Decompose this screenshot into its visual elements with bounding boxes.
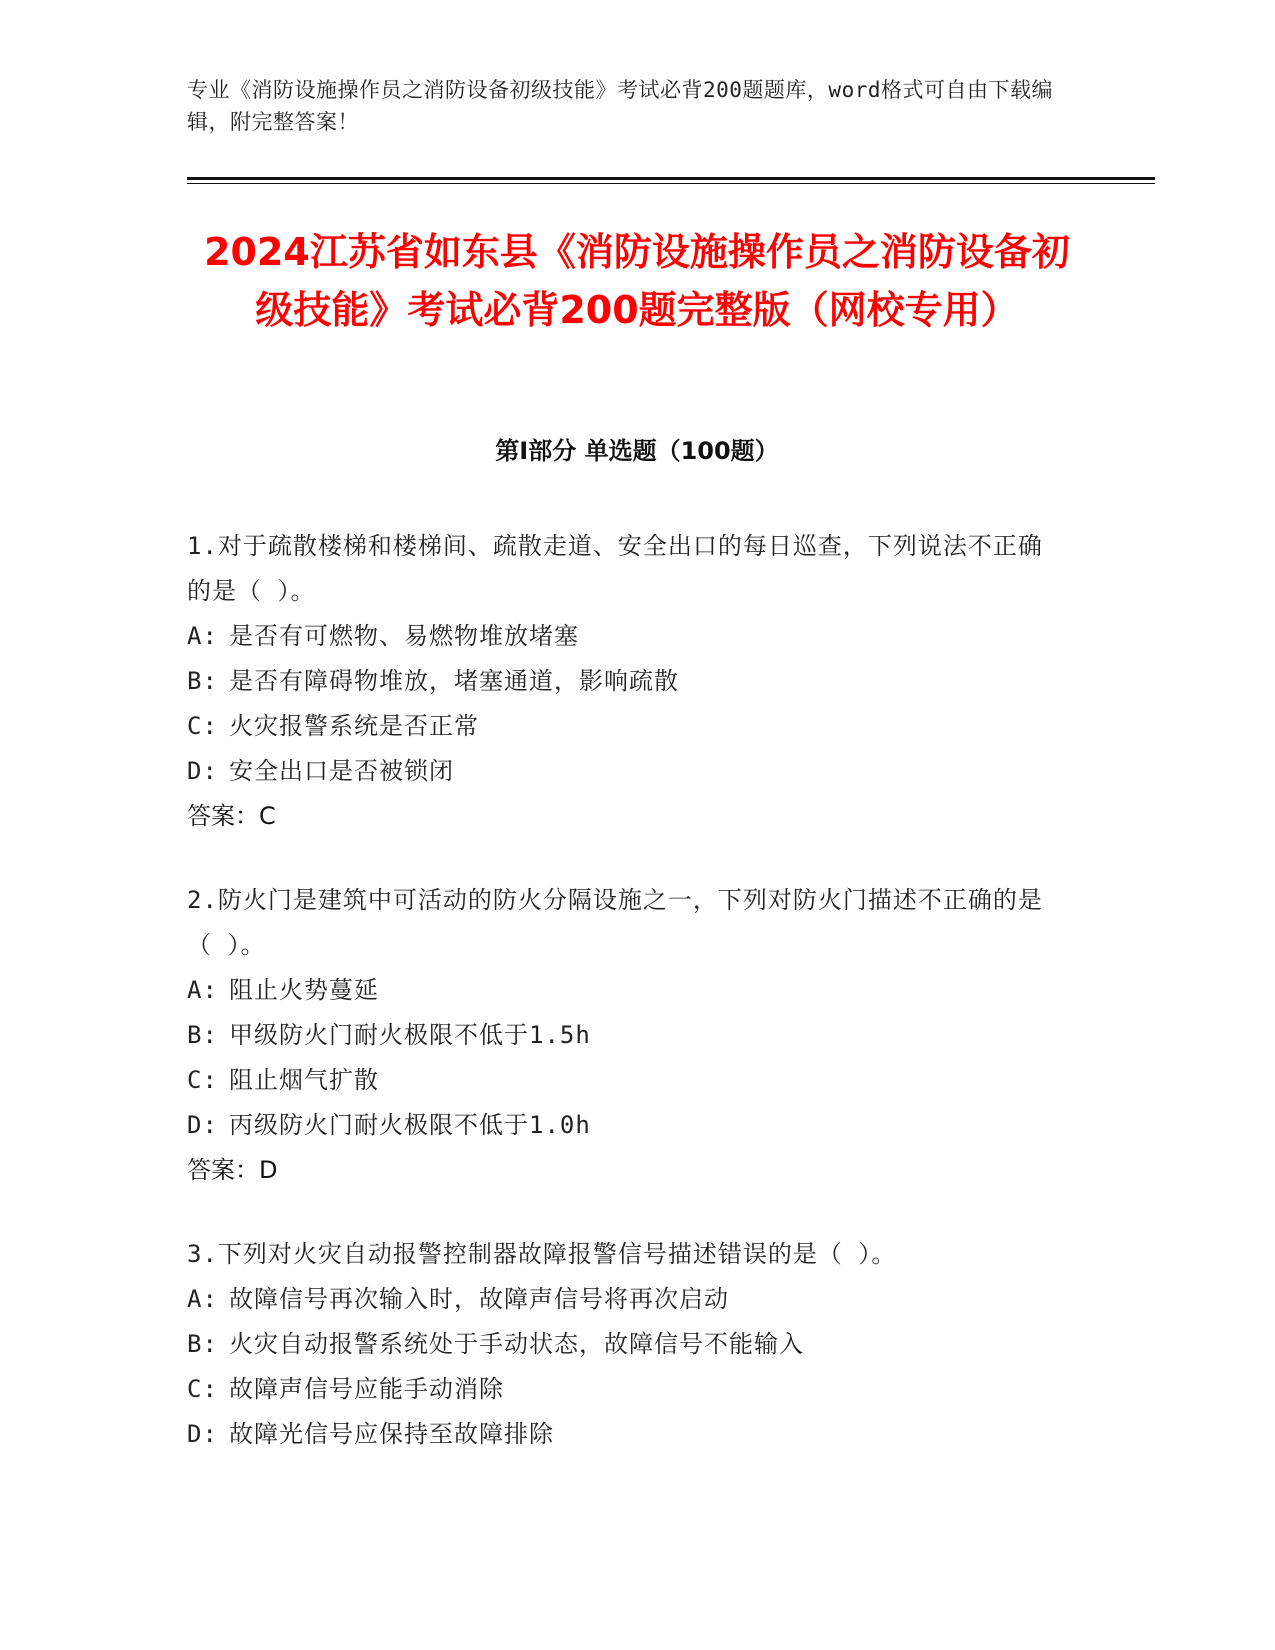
question-stem: 1.对于疏散楼梯和楼梯间、疏散走道、安全出口的每日巡查，下列说法不正确的是（ ）。 [187, 532, 1043, 605]
option-text: 甲级防火门耐火极限不低于1.5h [229, 1021, 591, 1049]
option-text: 是否有可燃物、易燃物堆放堵塞 [229, 622, 579, 650]
option-a [187, 614, 1067, 659]
option-text: 火灾报警系统是否正常 [229, 712, 479, 740]
document-title: 2024江苏省如东县《消防设施操作员之消防设备初级技能》考试必背200题完整版（网校专用） [204, 230, 1070, 332]
option-letter: B: [187, 1330, 218, 1358]
option-d [187, 749, 1067, 794]
option-letter: A: [187, 622, 218, 650]
option-letter: A: [187, 976, 218, 1004]
question-stem: 3.下列对火灾自动报警控制器故障报警信号描述错误的是（ ）。 [187, 1240, 897, 1268]
option-letter: B: [187, 667, 218, 695]
answer-text: 答案：D [187, 1156, 278, 1184]
option-text: 故障信号再次输入时，故障声信号将再次启动 [229, 1285, 729, 1313]
option-b [187, 1013, 1067, 1058]
question-2 [187, 878, 1067, 1193]
option-letter: A: [187, 1285, 218, 1313]
question-3 [187, 1232, 1067, 1457]
question-stem: 2.防火门是建筑中可活动的防火分隔设施之一，下列对防火门描述不正确的是（ ）。 [187, 886, 1043, 959]
option-text: 丙级防火门耐火极限不低于1.0h [229, 1111, 591, 1139]
option-c [187, 1367, 1067, 1412]
option-text: 故障声信号应能手动消除 [229, 1375, 504, 1403]
question-1 [187, 524, 1067, 839]
option-text: 阻止火势蔓延 [229, 976, 379, 1004]
option-b [187, 659, 1067, 704]
option-letter: C: [187, 1066, 218, 1094]
answer-text: 答案：C [187, 802, 276, 830]
option-letter: D: [187, 1420, 218, 1448]
option-letter: D: [187, 1111, 218, 1139]
option-text: 是否有障碍物堆放，堵塞通道，影响疏散 [229, 667, 679, 695]
option-b [187, 1322, 1067, 1367]
header-note: 专业《消防设施操作员之消防设备初级技能》考试必背200题题库，word格式可自由下载编辑，附完整答案！ [187, 78, 1053, 134]
option-d [187, 1412, 1067, 1457]
header-divider-thick [187, 177, 1155, 180]
option-text: 阻止烟气扩散 [229, 1066, 379, 1094]
option-c [187, 1058, 1067, 1103]
option-d [187, 1103, 1067, 1148]
option-text: 故障光信号应保持至故障排除 [229, 1420, 554, 1448]
option-a [187, 1277, 1067, 1322]
option-text: 安全出口是否被锁闭 [229, 757, 454, 785]
option-letter: D: [187, 757, 218, 785]
header-divider-thin [187, 183, 1155, 184]
option-c [187, 704, 1067, 749]
question-list [187, 524, 1067, 1496]
section-title: 第I部分 单选题（100题） [495, 437, 779, 465]
option-letter: B: [187, 1021, 218, 1049]
option-letter: C: [187, 712, 218, 740]
option-letter: C: [187, 1375, 218, 1403]
option-a [187, 968, 1067, 1013]
option-text: 火灾自动报警系统处于手动状态，故障信号不能输入 [229, 1330, 804, 1358]
